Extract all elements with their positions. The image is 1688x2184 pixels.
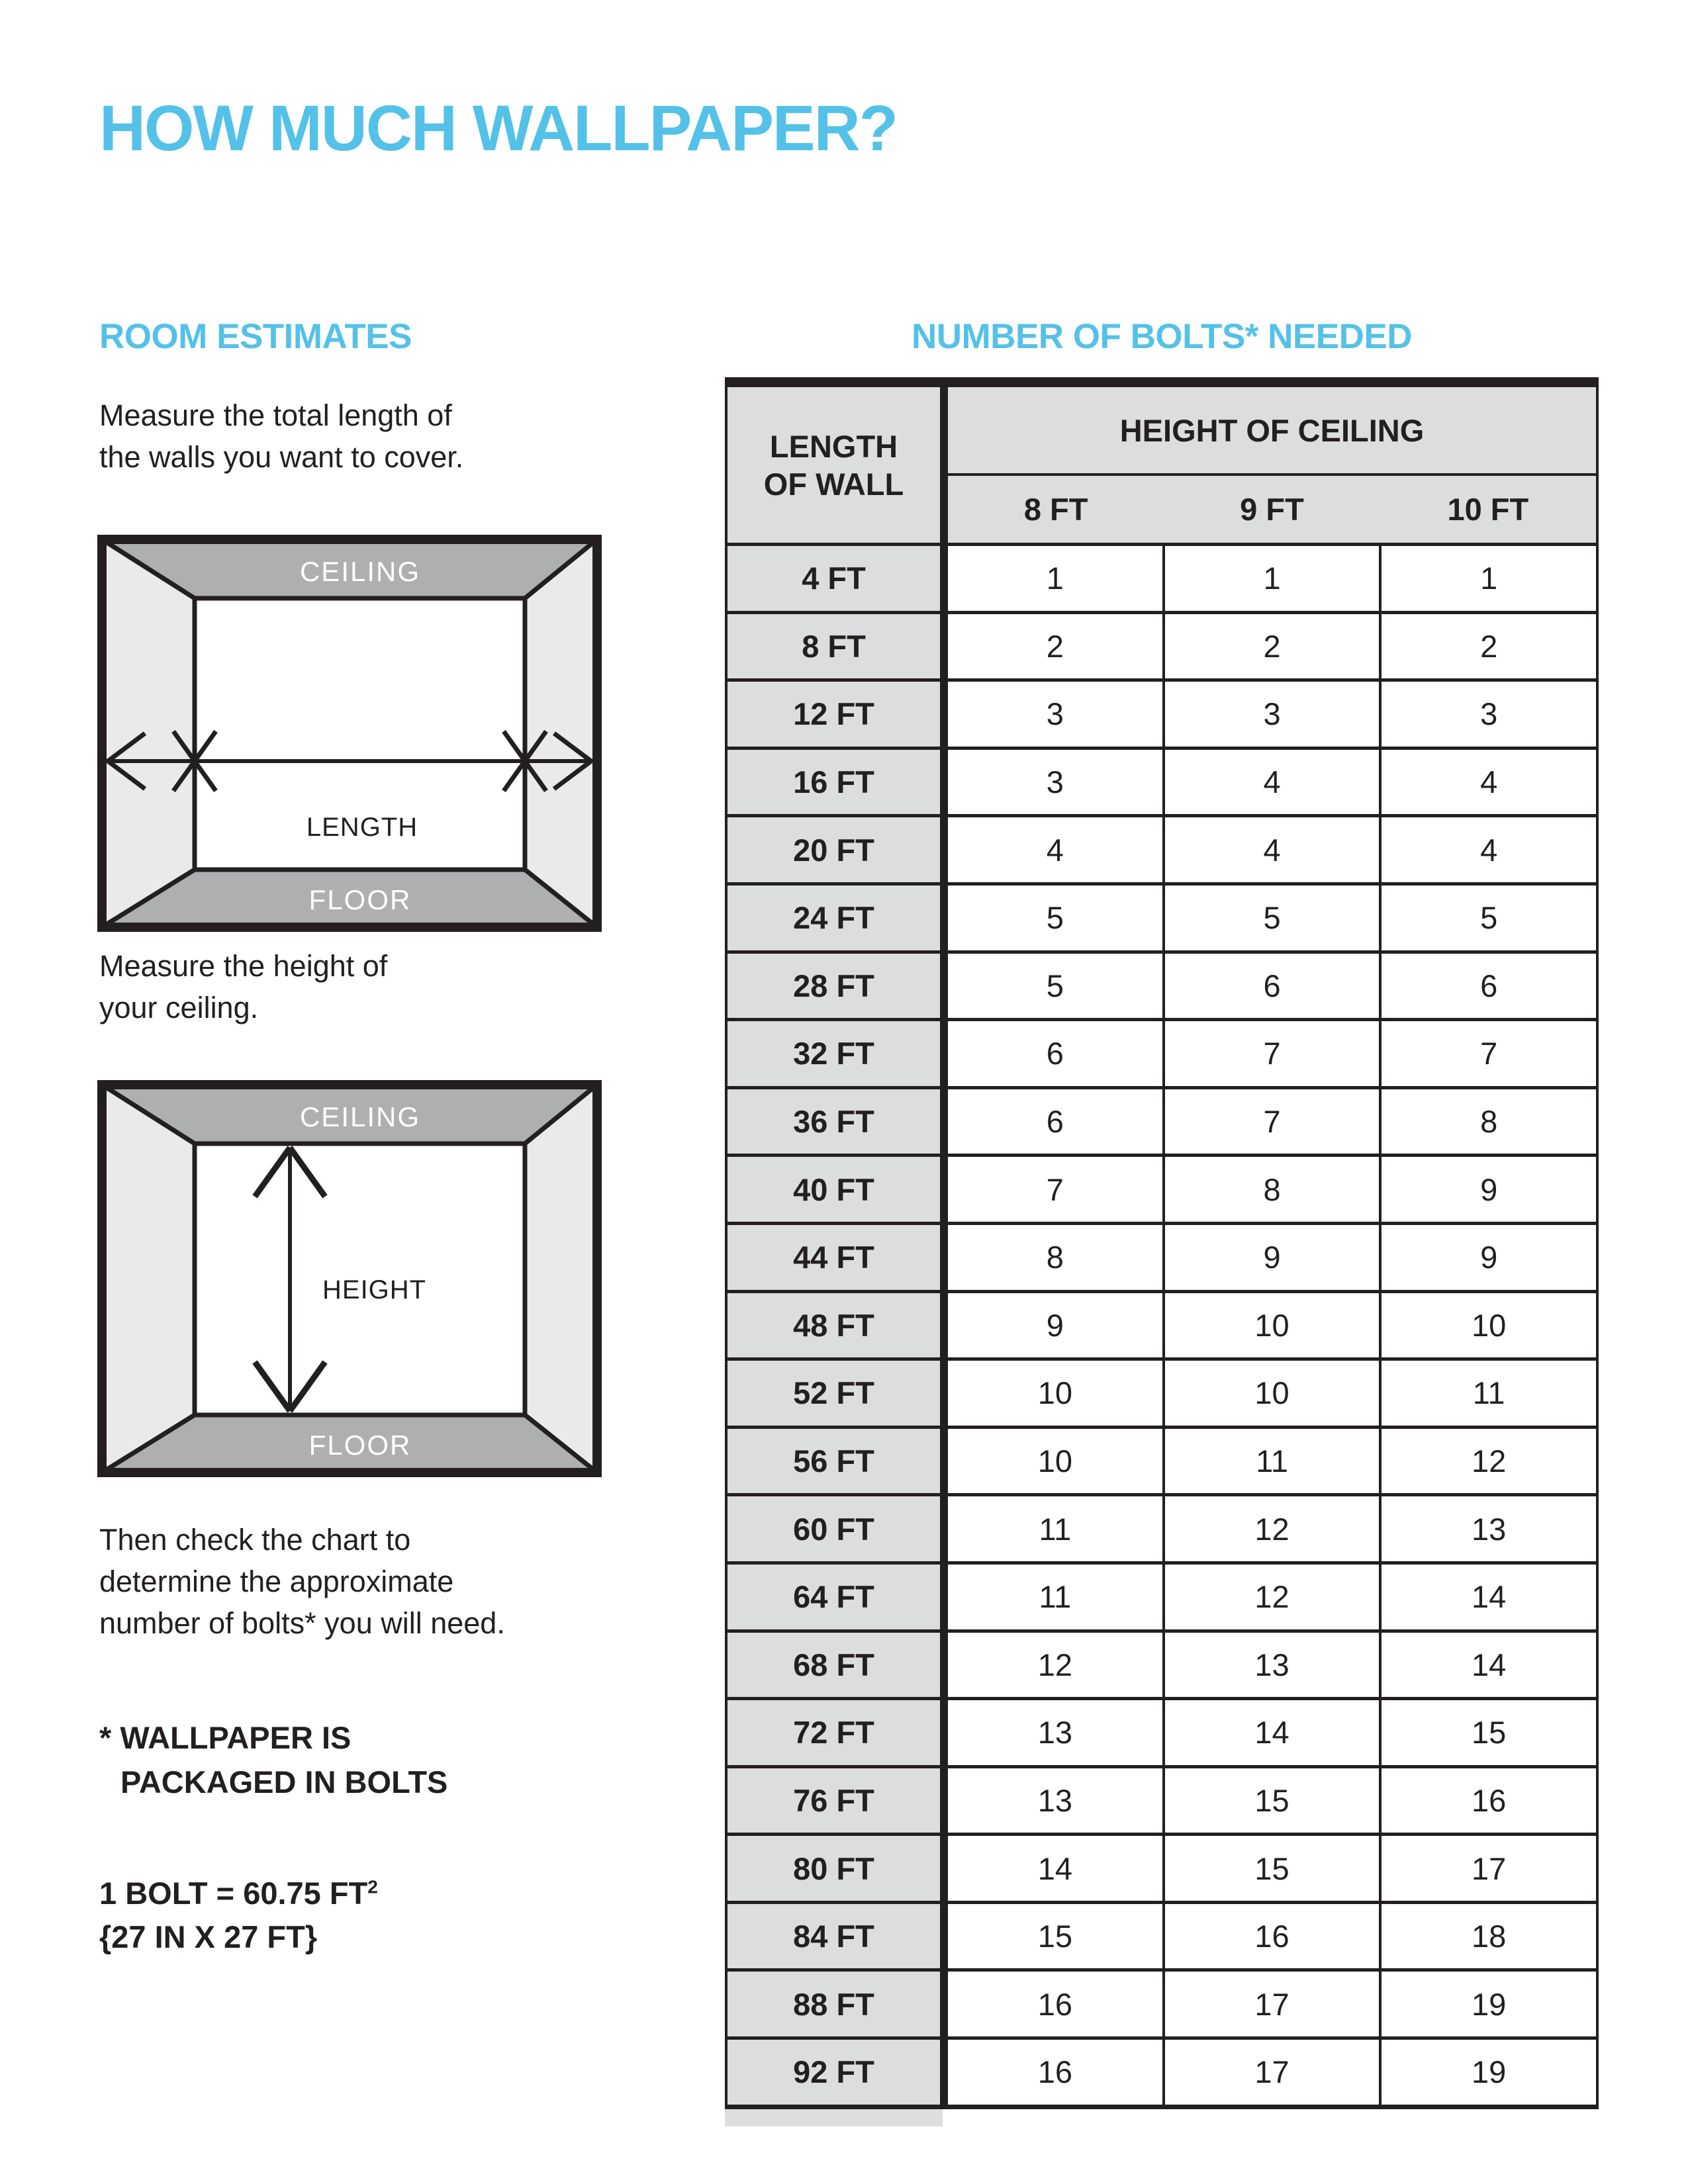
bolt-count-cell: 10 bbox=[948, 1357, 1162, 1426]
bolt-count-cell: 13 bbox=[948, 1765, 1162, 1833]
column-divider bbox=[940, 611, 948, 679]
wall-length-label: 32 FT bbox=[725, 1018, 940, 1086]
column-divider bbox=[940, 1765, 948, 1833]
bolt-count-cell: 17 bbox=[1162, 1968, 1382, 2036]
table-gray-tail bbox=[725, 2109, 943, 2126]
wall-length-label: 84 FT bbox=[725, 1901, 940, 1969]
bolt-count-cell: 19 bbox=[1382, 1968, 1599, 2036]
bolt-count-cell: 8 bbox=[948, 1222, 1162, 1290]
table-row bbox=[725, 1968, 1599, 2036]
room-estimates-heading: ROOM ESTIMATES bbox=[99, 317, 412, 356]
bolt-count-cell: 2 bbox=[1162, 611, 1382, 679]
footnote-line: * WALLPAPER IS bbox=[99, 1720, 352, 1755]
wall-length-label: 92 FT bbox=[725, 2036, 940, 2105]
column-divider bbox=[940, 678, 948, 747]
bolt-count-cell: 13 bbox=[1162, 1629, 1382, 1698]
bolt-count-cell: 16 bbox=[1382, 1765, 1599, 1833]
right-wall-surface bbox=[525, 1085, 597, 1473]
bolt-count-cell: 15 bbox=[1162, 1833, 1382, 1901]
table-bottom-bar bbox=[725, 2105, 1599, 2109]
column-divider bbox=[940, 1426, 948, 1494]
room-height-diagram bbox=[97, 1080, 602, 1477]
table-row bbox=[725, 1086, 1599, 1154]
column-divider bbox=[940, 882, 948, 950]
header-line: LENGTH bbox=[769, 428, 898, 464]
bolt-count-cell: 7 bbox=[1162, 1018, 1382, 1086]
bolt-count-cell: 16 bbox=[948, 1968, 1162, 2036]
table-row bbox=[725, 1290, 1599, 1358]
bolt-count-cell: 14 bbox=[1162, 1697, 1382, 1765]
table-row bbox=[725, 1357, 1599, 1426]
wall-length-label: 60 FT bbox=[725, 1493, 940, 1561]
length-label: LENGTH bbox=[306, 813, 418, 842]
wall-length-label: 44 FT bbox=[725, 1222, 940, 1290]
column-header-8ft: 8 FT bbox=[1023, 492, 1088, 527]
bolt-count-cell: 3 bbox=[1382, 678, 1599, 747]
bolt-count-cell: 9 bbox=[948, 1290, 1162, 1358]
bolt-count-cell: 2 bbox=[1382, 611, 1599, 679]
bolt-count-cell: 15 bbox=[1382, 1697, 1599, 1765]
height-of-ceiling-header-group bbox=[948, 387, 1599, 543]
left-wall-surface bbox=[102, 1085, 195, 1473]
bolt-count-cell: 5 bbox=[1382, 882, 1599, 950]
column-divider bbox=[940, 1086, 948, 1154]
bolt-count-cell: 5 bbox=[948, 950, 1162, 1019]
wall-length-label: 8 FT bbox=[725, 611, 940, 679]
bolt-count-cell: 17 bbox=[1382, 1833, 1599, 1901]
bolts-needed-heading: NUMBER OF BOLTS* NEEDED bbox=[911, 317, 1413, 356]
bolt-count-cell: 13 bbox=[948, 1697, 1162, 1765]
header-line: OF WALL bbox=[763, 466, 904, 502]
floor-label: FLOOR bbox=[308, 1430, 412, 1461]
bolt-size-info bbox=[99, 1872, 378, 1959]
bolt-count-cell: 6 bbox=[948, 1086, 1162, 1154]
wall-length-label: 40 FT bbox=[725, 1154, 940, 1222]
table-row bbox=[725, 950, 1599, 1019]
bolt-count-cell: 11 bbox=[1382, 1357, 1599, 1426]
column-divider bbox=[940, 747, 948, 815]
table-row bbox=[725, 1697, 1599, 1765]
instruction-line: Measure the height of bbox=[99, 949, 388, 983]
table-row bbox=[725, 1833, 1599, 1901]
bolt-count-cell: 5 bbox=[948, 882, 1162, 950]
bolt-count-cell: 3 bbox=[948, 678, 1162, 747]
bolt-count-cell: 12 bbox=[1162, 1561, 1382, 1629]
table-row bbox=[725, 1901, 1599, 1969]
column-divider bbox=[940, 1018, 948, 1086]
bolt-count-cell: 9 bbox=[1162, 1222, 1382, 1290]
bolt-count-cell: 12 bbox=[1382, 1426, 1599, 1494]
column-divider bbox=[940, 1154, 948, 1222]
bolt-count-cell: 9 bbox=[1382, 1154, 1599, 1222]
wall-length-label: 68 FT bbox=[725, 1629, 940, 1698]
table-row bbox=[725, 1561, 1599, 1629]
bolt-count-cell: 13 bbox=[1382, 1493, 1599, 1561]
ceiling-label: CEILING bbox=[299, 1101, 421, 1132]
bolt-count-cell: 11 bbox=[1162, 1426, 1382, 1494]
column-divider bbox=[940, 950, 948, 1019]
bolt-count-cell: 1 bbox=[948, 543, 1162, 611]
wall-length-label: 76 FT bbox=[725, 1765, 940, 1833]
bolt-count-cell: 10 bbox=[1162, 1290, 1382, 1358]
column-divider bbox=[940, 814, 948, 882]
wall-length-label: 28 FT bbox=[725, 950, 940, 1019]
bolt-count-cell: 3 bbox=[948, 747, 1162, 815]
table-row bbox=[725, 1426, 1599, 1494]
bolt-count-cell: 18 bbox=[1382, 1901, 1599, 1969]
footnote-line: PACKAGED IN BOLTS bbox=[120, 1764, 448, 1799]
table-row bbox=[725, 1493, 1599, 1561]
bolt-count-cell: 4 bbox=[948, 814, 1162, 882]
bolt-count-cell: 10 bbox=[1382, 1290, 1599, 1358]
column-divider bbox=[940, 1222, 948, 1290]
wall-length-label: 20 FT bbox=[725, 814, 940, 882]
bolt-dimensions: {27 IN X 27 FT} bbox=[99, 1919, 318, 1954]
bolt-count-cell: 6 bbox=[1382, 950, 1599, 1019]
column-header-9ft: 9 FT bbox=[1240, 492, 1304, 527]
height-of-ceiling-header: HEIGHT OF CEILING bbox=[948, 387, 1596, 476]
bolt-count-cell: 19 bbox=[1382, 2036, 1599, 2105]
table-row bbox=[725, 882, 1599, 950]
instruction-check-chart bbox=[99, 1519, 505, 1644]
bolt-count-cell: 14 bbox=[1382, 1629, 1599, 1698]
ceiling-height-columns bbox=[948, 476, 1596, 543]
table-row bbox=[725, 747, 1599, 815]
room-length-diagram bbox=[97, 535, 602, 932]
wall-length-label: 48 FT bbox=[725, 1290, 940, 1358]
column-divider bbox=[940, 1901, 948, 1969]
bolt-count-cell: 14 bbox=[1382, 1561, 1599, 1629]
left-wall-surface bbox=[102, 539, 195, 927]
wall-length-label: 24 FT bbox=[725, 882, 940, 950]
instruction-measure-length bbox=[99, 394, 463, 478]
bolt-count-cell: 10 bbox=[1162, 1357, 1382, 1426]
bolt-count-cell: 8 bbox=[1382, 1086, 1599, 1154]
bolt-count-cell: 15 bbox=[948, 1901, 1162, 1969]
table-row bbox=[725, 678, 1599, 747]
table-row bbox=[725, 611, 1599, 679]
column-divider bbox=[940, 1493, 948, 1561]
bolt-count-cell: 7 bbox=[948, 1154, 1162, 1222]
bolt-count-cell: 14 bbox=[948, 1833, 1162, 1901]
table-row bbox=[725, 1765, 1599, 1833]
column-divider bbox=[940, 1357, 948, 1426]
bolt-count-cell: 4 bbox=[1162, 747, 1382, 815]
wall-length-label: 64 FT bbox=[725, 1561, 940, 1629]
table-row bbox=[725, 1154, 1599, 1222]
instruction-line: number of bolts* you will need. bbox=[99, 1606, 505, 1640]
instruction-line: Measure the total length of bbox=[99, 398, 452, 432]
bolt-count-cell: 9 bbox=[1382, 1222, 1599, 1290]
bolt-count-cell: 6 bbox=[948, 1018, 1162, 1086]
bolt-count-cell: 16 bbox=[948, 2036, 1162, 2105]
instruction-line: Then check the chart to bbox=[99, 1523, 411, 1557]
bolt-count-cell: 5 bbox=[1162, 882, 1382, 950]
wall-length-label: 88 FT bbox=[725, 1968, 940, 2036]
instruction-line: the walls you want to cover. bbox=[99, 440, 464, 474]
bolt-count-cell: 7 bbox=[1162, 1086, 1382, 1154]
bolt-count-cell: 15 bbox=[1162, 1765, 1382, 1833]
length-of-wall-header bbox=[725, 387, 940, 543]
wall-length-label: 16 FT bbox=[725, 747, 940, 815]
bolt-count-cell: 1 bbox=[1162, 543, 1382, 611]
instruction-line: your ceiling. bbox=[99, 991, 259, 1024]
bolt-count-cell: 7 bbox=[1382, 1018, 1599, 1086]
bolts-table bbox=[725, 377, 1599, 2126]
right-wall-surface bbox=[525, 539, 597, 927]
bolt-count-cell: 4 bbox=[1382, 814, 1599, 882]
table-row bbox=[725, 1222, 1599, 1290]
table-row bbox=[725, 1018, 1599, 1086]
column-divider bbox=[940, 387, 948, 543]
table-row bbox=[725, 814, 1599, 882]
bolt-count-cell: 4 bbox=[1382, 747, 1599, 815]
page-title: HOW MUCH WALLPAPER? bbox=[99, 92, 897, 164]
column-divider bbox=[940, 1290, 948, 1358]
column-divider bbox=[940, 1833, 948, 1901]
bolt-count-cell: 3 bbox=[1162, 678, 1382, 747]
column-divider bbox=[940, 1697, 948, 1765]
bolt-count-cell: 17 bbox=[1162, 2036, 1382, 2105]
bolt-count-cell: 16 bbox=[1162, 1901, 1382, 1969]
table-row bbox=[725, 543, 1599, 611]
instruction-measure-height bbox=[99, 945, 387, 1028]
bolt-equation: 1 BOLT = 60.75 $FT^2$ bbox=[99, 1876, 378, 1911]
wall-length-label: 80 FT bbox=[725, 1833, 940, 1901]
bolt-count-cell: 2 bbox=[948, 611, 1162, 679]
height-label: HEIGHT bbox=[322, 1275, 427, 1304]
table-header bbox=[725, 387, 1599, 543]
column-divider bbox=[940, 1561, 948, 1629]
wall-length-label: 72 FT bbox=[725, 1697, 940, 1765]
bolt-count-cell: 10 bbox=[948, 1426, 1162, 1494]
column-divider bbox=[940, 1629, 948, 1698]
table-row bbox=[725, 2036, 1599, 2105]
superscript-2: 2 bbox=[367, 1876, 378, 1897]
bolt-count-cell: 8 bbox=[1162, 1154, 1382, 1222]
column-divider bbox=[940, 543, 948, 611]
bolt-count-cell: 12 bbox=[948, 1629, 1162, 1698]
bolt-count-cell: 6 bbox=[1162, 950, 1382, 1019]
bolt-count-cell: 11 bbox=[948, 1561, 1162, 1629]
table-rows bbox=[725, 543, 1599, 2105]
ceiling-label: CEILING bbox=[299, 556, 421, 587]
table-top-bar bbox=[725, 377, 1599, 387]
table-row bbox=[725, 1629, 1599, 1698]
bolt-count-cell: 1 bbox=[1382, 543, 1599, 611]
bolt-count-cell: 12 bbox=[1162, 1493, 1382, 1561]
wall-length-label: 12 FT bbox=[725, 678, 940, 747]
column-divider bbox=[940, 1968, 948, 2036]
bolt-count-cell: 4 bbox=[1162, 814, 1382, 882]
wall-length-label: 56 FT bbox=[725, 1426, 940, 1494]
instruction-line: determine the approximate bbox=[99, 1565, 454, 1598]
bolt-count-cell: 11 bbox=[948, 1493, 1162, 1561]
wall-length-label: 52 FT bbox=[725, 1357, 940, 1426]
wallpaper-bolts-footnote bbox=[99, 1715, 447, 1804]
wall-length-label: 4 FT bbox=[725, 543, 940, 611]
floor-label: FLOOR bbox=[308, 884, 412, 915]
column-divider bbox=[940, 2036, 948, 2105]
wall-length-label: 36 FT bbox=[725, 1086, 940, 1154]
column-header-10ft: 10 FT bbox=[1447, 492, 1529, 527]
